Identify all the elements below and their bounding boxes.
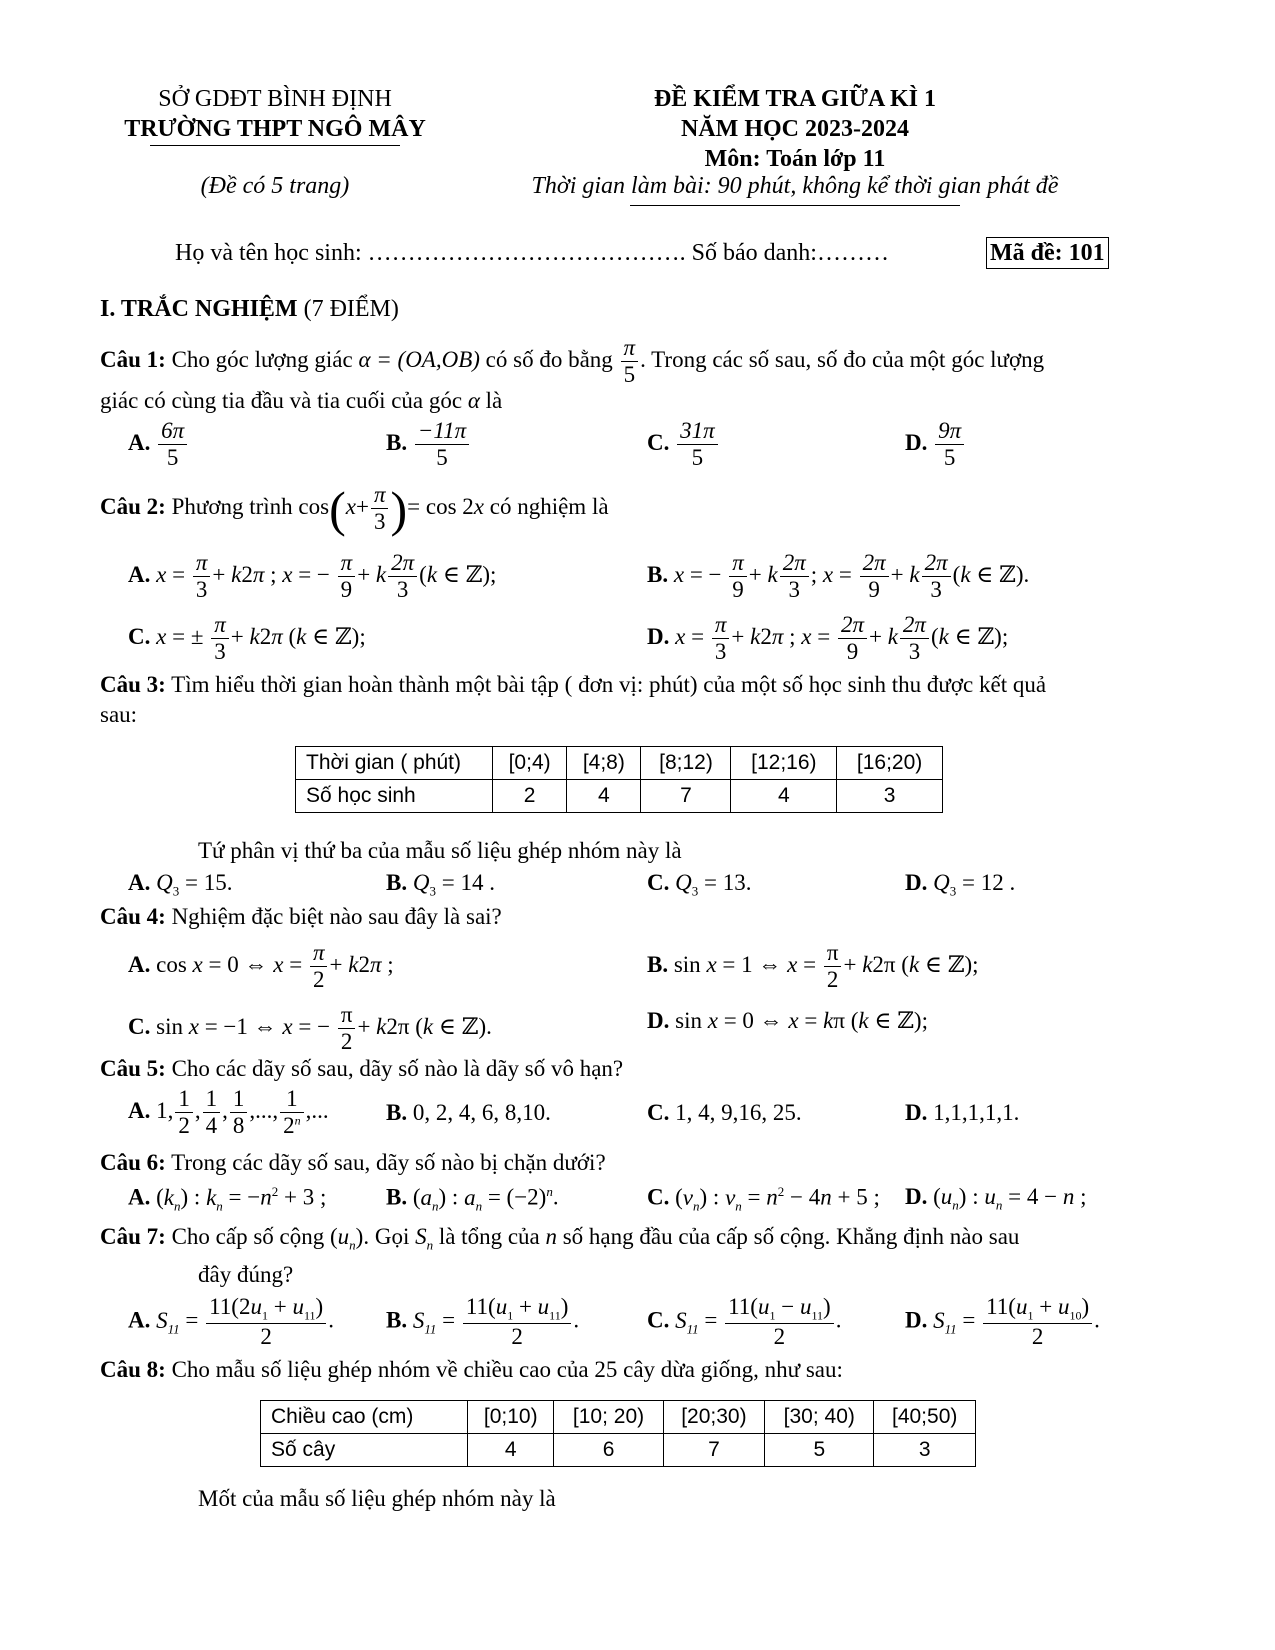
question-6-option-c[interactable]: C. $(v_n)$ : $v_n = n^2 - 4n + 5$ ; [647,1184,880,1214]
question-8-table [260,1400,976,1467]
question-3-option-a[interactable]: A. $Q_3 = 15$. [128,870,233,899]
question-8-line: Câu 8: Cho mẫu số liệu ghép nhóm về chiều cao của 25 cây dừa giống, như sau: [100,1357,843,1382]
question-4-option-c[interactable]: C. sin x = −1 ⇔ x = − $\frac{\pi}{2}$ + k2π (k ∈ ℤ). [128,1002,492,1055]
header-department: SỞ GDĐT BÌNH ĐỊNH [158,86,392,112]
question-3-line1: Câu 3: Tìm hiểu thời gian hoàn thành một bài tập ( đơn vị: phút) của một số học sinh thu được kết quả [100,672,1047,697]
question-1-option-c[interactable]: C. $\frac{31\pi}{5}$ [647,418,720,472]
question-5-option-c[interactable]: C. 1, 4, 9,16, 25. [647,1100,802,1125]
question-8-label: Câu 8: [100,1357,166,1382]
table-row: Số học sinh 2 4 7 4 3 [296,780,943,813]
question-2-label: Câu 2: [100,494,166,520]
angle-alpha-expr: α = (OA,OB) [358,347,480,373]
question-4-label: Câu 4: [100,904,166,929]
question-7-option-b[interactable]: B. $S_{11}$ = $\frac{11(u_1 + u_{11})}{2}$ . [386,1294,580,1350]
table-row: Chiều cao (cm) [0;10) [10; 20) [20;30) [30; 40) [40;50) [261,1401,976,1434]
question-4-option-a[interactable]: A. cos x = 0 ⇔ x = $\frac{\pi}{2}$ + k2π ; [128,940,394,993]
question-6-line: Câu 6: Trong các dãy số sau, dãy số nào bị chặn dưới? [100,1150,606,1175]
header-page-count: (Đề có 5 trang) [200,173,350,199]
question-2-option-a[interactable]: A. x = $\frac{\pi}{3}$ + k2π ; x = − $\frac{\pi}{9}$ + k $\frac{2\pi}{3}$ (k ∈ ℤ); [128,550,497,603]
question-7-line2: đây đúng? [198,1262,294,1287]
question-5-option-d[interactable]: D. 1,1,1,1,1. [905,1100,1020,1125]
question-3-option-c[interactable]: C. $Q_3 = 13$. [647,870,752,899]
question-1-option-d[interactable]: D. $\frac{9\pi}{5}$ [905,418,966,472]
student-info-line: Họ và tên học sinh: …………………………………. Số báo danh:……… [175,240,889,266]
section-title-bold: I. TRẮC NGHIỆM [100,296,298,322]
question-2-option-c[interactable]: C. x = ± $\frac{\pi}{3}$ + k2π (k ∈ ℤ); [128,612,366,665]
question-7-option-a[interactable]: A. $S_{11}$ = $\frac{11(2u_1 + u_{11})}{2}$ . [128,1294,334,1350]
question-4-option-d[interactable]: D. sin x = 0 ⇔ x = kπ (k ∈ ℤ); [647,1008,928,1033]
question-3-label: Câu 3: [100,672,166,697]
exam-code-box: Mã đề: 101 [986,237,1109,269]
table-row: Số cây 4 6 7 5 3 [261,1434,976,1467]
question-2-option-b[interactable]: B. x = − $\frac{\pi}{9}$ + k $\frac{2\pi}{3}$ ; x = $\frac{2\pi}{9}$ + k $\frac{2\pi}{3}$ (k ∈ ℤ). [647,550,1030,603]
question-3-prompt: Tứ phân vị thứ ba của mẫu số liệu ghép nhóm này là [198,838,682,863]
header-exam-title: ĐỀ KIỂM TRA GIỮA KÌ 1 [653,86,937,112]
question-3-line2: sau: [100,702,138,727]
header-school: TRƯỜNG THPT NGÔ MÂY [124,116,426,142]
question-1-line1: Câu 1: Cho góc lượng giác α = (OA,OB) có số đo bằng $\frac{\pi}{5}$ . Trong các số sau, số đo của một góc lượng [100,335,1045,388]
section-title-points: (7 ĐIỂM) [303,296,399,322]
question-5-option-b[interactable]: B. 0, 2, 4, 6, 8,10. [386,1100,551,1125]
question-3-option-d[interactable]: D. $Q_3 = 12$ . [905,870,1016,899]
question-5-label: Câu 5: [100,1056,166,1081]
header-school-year: NĂM HỌC 2023-2024 [681,116,909,142]
question-5-option-a[interactable]: A. 1, $\frac{1}{2}$ , $\frac{1}{4}$ , $\frac{1}{8}$ ,..., $\frac{1}{2^n}$ ,... [128,1086,329,1139]
question-4-line: Câu 4: Nghiệm đặc biệt nào sau đây là sai? [100,904,502,929]
question-3-table [295,746,943,813]
question-2-option-d[interactable]: D. x = $\frac{\pi}{3}$ + k2π ; x = $\frac{2\pi}{9}$ + k $\frac{2\pi}{3}$ (k ∈ ℤ); [647,612,1009,665]
table-row: Thời gian ( phút) [0;4) [4;8) [8;12) [12;16) [16;20) [296,747,943,780]
question-6-label: Câu 6: [100,1150,166,1175]
question-6-option-b[interactable]: B. $(a_n)$ : $a_n = (-2)^n$. [386,1184,559,1214]
question-1-option-b[interactable]: B. $\frac{-11\pi}{5}$ [386,418,471,472]
question-7-line1: Câu 7: Cho cấp số cộng $(u_n)$. Gọi $S_n$ là tổng của n số hạng đầu của cấp số cộng. Khẳng định nào sau [100,1224,1020,1253]
question-1-option-a[interactable]: A. $\frac{6\pi}{5}$ [128,418,189,472]
pi-over-5: $\frac{\pi}{5}$ [621,335,639,389]
question-7-option-d[interactable]: D. $S_{11}$ = $\frac{11(u_1 + u_{10})}{2}$ . [905,1294,1100,1350]
header-subject: Môn: Toán lớp 11 [704,146,886,172]
question-7-label: Câu 7: [100,1224,166,1249]
question-6-option-a[interactable]: A. $(k_n)$ : $k_n = -n^2 + 3$ ; [128,1184,327,1214]
question-1-label: Câu 1: [100,347,166,373]
header-time: Thời gian làm bài: 90 phút, không kể thời gian phát đề [531,173,1059,199]
question-2-line: Câu 2: Phương trình cos(x+ $\frac{\pi}{3}$ )= cos 2x có nghiệm là [100,480,609,537]
question-5-line: Câu 5: Cho các dãy số sau, dãy số nào là dãy số vô hạn? [100,1056,624,1081]
question-8-prompt: Mốt của mẫu số liệu ghép nhóm này là [198,1486,556,1511]
section-title [100,296,399,323]
header-school-underline [150,145,400,146]
question-7-option-c[interactable]: C. $S_{11}$ = $\frac{11(u_1 - u_{11})}{2}$ . [647,1294,842,1350]
equation-cos: cos(x+ $\frac{\pi}{3}$ )= cos 2x [298,480,484,537]
question-6-option-d[interactable]: D. $(u_n)$ : $u_n = 4 - n$ ; [905,1184,1087,1213]
header-time-underline [630,205,960,206]
question-4-option-b[interactable]: B. sin x = 1 ⇔ x = $\frac{\pi}{2}$ + k2π (k ∈ ℤ); [647,940,979,993]
question-1-line2: giác có cùng tia đầu và tia cuối của góc α là [100,388,503,413]
question-3-option-b[interactable]: B. $Q_3 = 14$ . [386,870,495,899]
